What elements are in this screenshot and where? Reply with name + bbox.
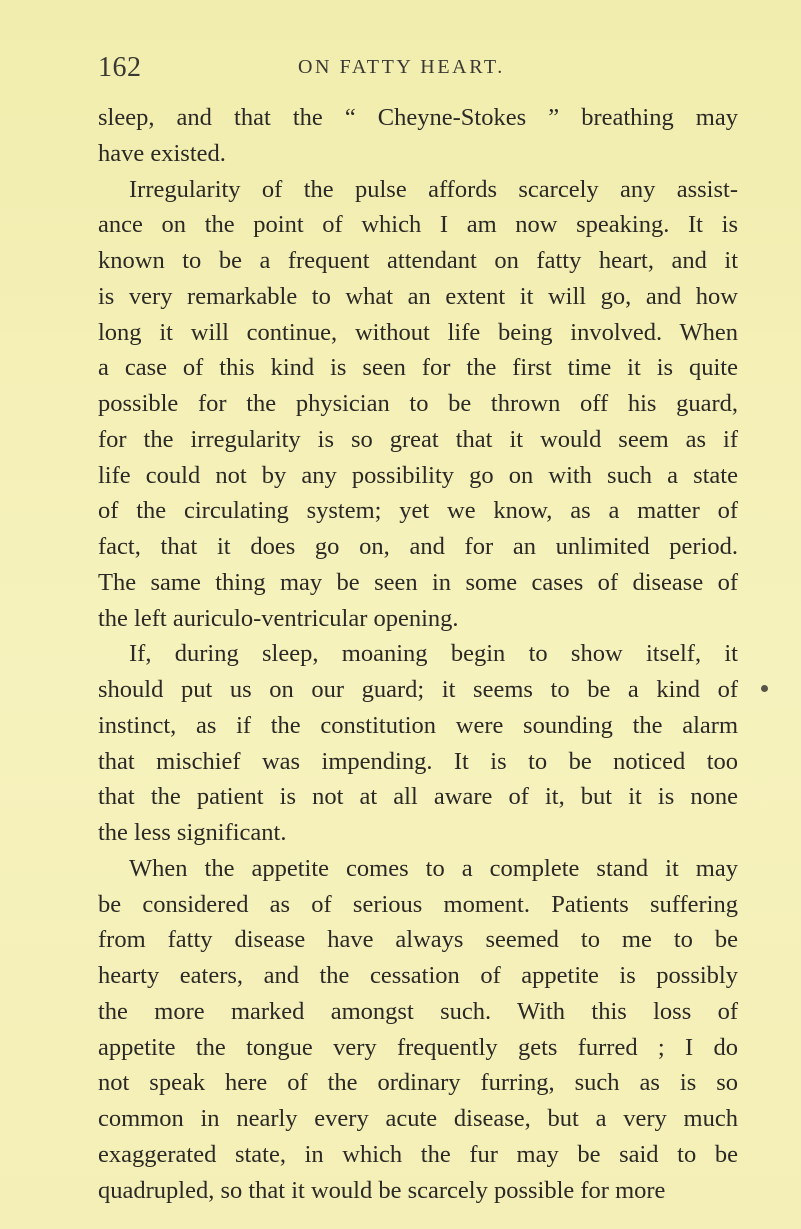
text-line: The same thing may be seen in some cases of disease of [98, 568, 738, 596]
text-line: sleep, and that the “ Cheyne-Stokes ” breathing may [98, 104, 738, 131]
page-number: 162 [98, 52, 142, 83]
text-line: Irregularity of the pulse affords scarcely any assist- [129, 175, 738, 203]
text-line: is very remarkable to what an extent it will go, and how [98, 282, 738, 310]
text-line: If, during sleep, moaning begin to show itself, it [129, 640, 738, 668]
text-line: possible for the physician to be thrown off his guard, [98, 390, 738, 417]
text-line: for the irregularity is so great that it would seem as if [98, 425, 738, 453]
text-line: ance on the point of which I am now speaking. It is [98, 211, 738, 239]
text-line: from fatty disease have always seemed to me to be [98, 926, 738, 954]
text-line: fact, that it does go on, and for an unlimited period. [98, 533, 738, 560]
text-line: quadrupled, so that it would be scarcely possible for more [98, 1176, 666, 1204]
body-text [98, 100, 738, 1208]
text-line: the less significant. [98, 819, 287, 846]
text-line: a case of this kind is seen for the first time it is quite [98, 354, 738, 382]
text-line: should put us on our guard; it seems to be a kind of [98, 676, 738, 703]
text-line: hearty eaters, and the cessation of appetite is possibly [98, 962, 738, 989]
text-line: When the appetite comes to a complete stand it may [129, 854, 738, 882]
ink-speck [761, 685, 768, 692]
text-line: of the circulating system; yet we know, as a matter of [98, 497, 738, 525]
text-line: the more marked amongst such. With this loss of [98, 997, 738, 1025]
text-line: common in nearly every acute disease, but a very much [98, 1105, 738, 1132]
text-line: exaggerated state, in which the fur may be said to be [98, 1140, 738, 1168]
text-line: the left auriculo-ventricular opening. [98, 604, 459, 632]
text-line: have existed. [98, 139, 226, 167]
text-line: long it will continue, without life being involved. When [98, 318, 738, 346]
text-line: known to be a frequent attendant on fatty heart, and it [98, 247, 738, 274]
page-header [98, 52, 738, 92]
running-title: ON FATTY HEART. [298, 56, 505, 78]
text-line: that the patient is not at all aware of it, but it is none [98, 783, 738, 811]
text-line: not speak here of the ordinary furring, such as is so [98, 1069, 738, 1097]
text-line: appetite the tongue very frequently gets furred ; I do [98, 1033, 738, 1061]
text-line: life could not by any possibility go on with such a state [98, 461, 738, 489]
text-line: that mischief was impending. It is to be noticed too [98, 747, 738, 775]
text-line: be considered as of serious moment. Patients suffering [98, 890, 738, 918]
text-line: instinct, as if the constitution were sounding the alarm [98, 711, 738, 739]
